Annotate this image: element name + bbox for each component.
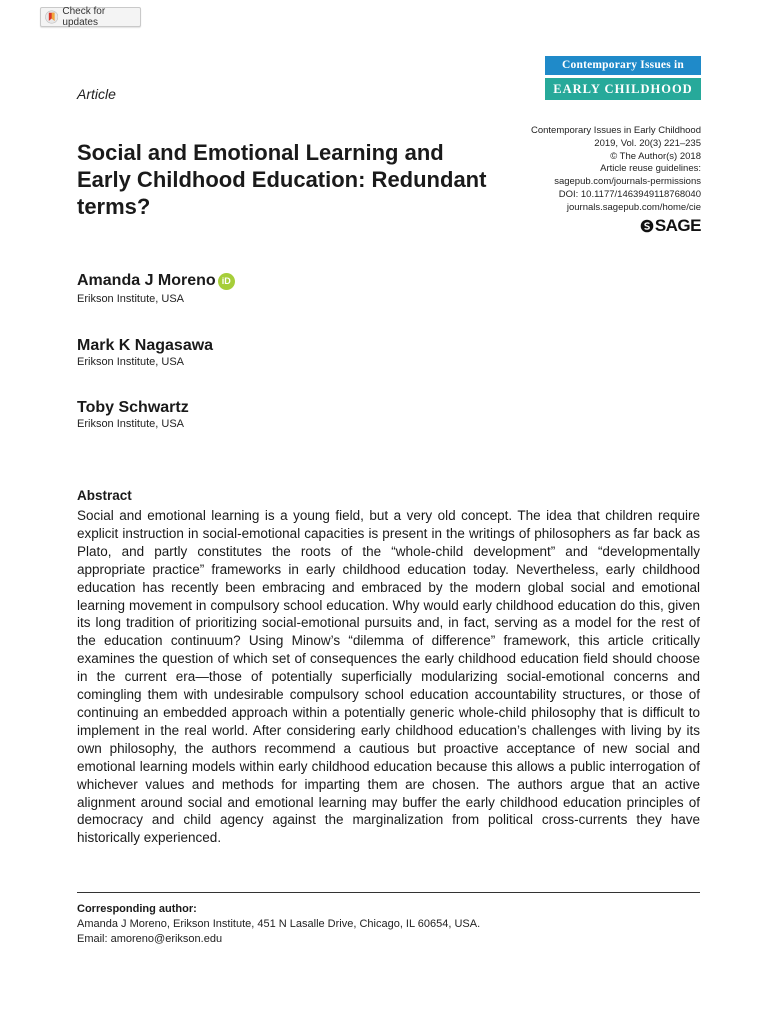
article-type-label: Article	[77, 86, 116, 102]
meta-reuse-label: Article reuse guidelines:	[600, 163, 701, 175]
journal-banner-line2: EARLY CHILDHOOD	[545, 78, 701, 100]
author-affiliation: Erikson Institute, USA	[77, 418, 184, 430]
meta-doi[interactable]: DOI: 10.1177/1463949118768040	[558, 188, 701, 200]
footnote-divider	[77, 892, 700, 893]
meta-journal: Contemporary Issues in Early Childhood	[530, 125, 701, 136]
author-name	[77, 399, 189, 417]
abstract-heading: Abstract	[77, 488, 132, 503]
author-name	[77, 272, 235, 290]
journal-banner-line1: Contemporary Issues in	[545, 56, 701, 75]
sage-logo-text: SAGE	[654, 216, 701, 235]
sage-mark-icon	[640, 219, 654, 233]
corresponding-author-heading: Corresponding author:	[77, 903, 197, 915]
journal-metadata	[531, 125, 701, 215]
author-name-text: Mark K Nagasawa	[77, 337, 214, 354]
meta-volume: 2019, Vol. 20(3) 221–235	[594, 137, 701, 149]
corresponding-author-address: Amanda J Moreno, Erikson Institute, 451 N Lasalle Drive, Chicago, IL 60654, USA.	[77, 918, 481, 930]
check-for-updates-label: Check for updates	[62, 6, 106, 28]
check-for-updates-button[interactable]	[40, 7, 141, 27]
meta-reuse-link[interactable]: sagepub.com/journals-permissions	[554, 176, 701, 188]
meta-home-link[interactable]: journals.sagepub.com/home/cie	[566, 201, 701, 213]
crossmark-icon	[45, 10, 58, 24]
author-name-text: Toby Schwartz	[77, 399, 189, 416]
article-title: Social and Emotional Learning and Early Childhood Education: Redundant terms?	[77, 140, 487, 219]
author-affiliation: Erikson Institute, USA	[77, 293, 184, 305]
author-name-text: Amanda J Moreno	[77, 272, 216, 289]
author-name	[77, 337, 213, 355]
sage-logo	[640, 216, 701, 236]
meta-copyright: © The Author(s) 2018	[610, 150, 701, 162]
corresponding-author-email[interactable]: Email: amoreno@erikson.edu	[77, 933, 223, 945]
abstract-text: Social and emotional learning is a young field, but a very old concept. The idea that children require explicit instruction in social-emotional capacities is present in the writings of philosophers as far back as Plato, and partly constitutes the roots of the “whole-child development” and “developmentally appropriate practice” frameworks in early childhood education today. Nevertheless, early childhood education has recently been embracing and embraced by the modern global social and emotional learning movement in compulsory school education. Why would early childhood education do this, given its long tradition of prioritizing social-emotional pursuits and, in fact, serving as a model for the rest of the education continuum? Using Minow’s “dilemma of difference” framework, this article critically examines the question of which set of consequences the early childhood education field should choose in the current era—those of potentially superficially modularizing social-emotional concerns and comingling them with undesirable compulsory school education accountability structures, or those of continuing an embedded approach within a potentially generic whole-child philosophy that is difficult to implement in the real world. After considering early childhood education’s challenges with living by its own philosophy, the authors recommend a cautious but proactive acceptance of new social and emotional learning models within early childhood education because this allows a public interrogation of whichever values and methods for imparting them are chosen. The authors argue that an active alignment around social and emotional learning may buffer the early childhood education principles of democracy and child agency against the marginalization from political cross-currents they have historically experienced.	[77, 508, 700, 846]
orcid-icon[interactable]: iD	[218, 273, 235, 290]
author-affiliation: Erikson Institute, USA	[77, 356, 184, 368]
